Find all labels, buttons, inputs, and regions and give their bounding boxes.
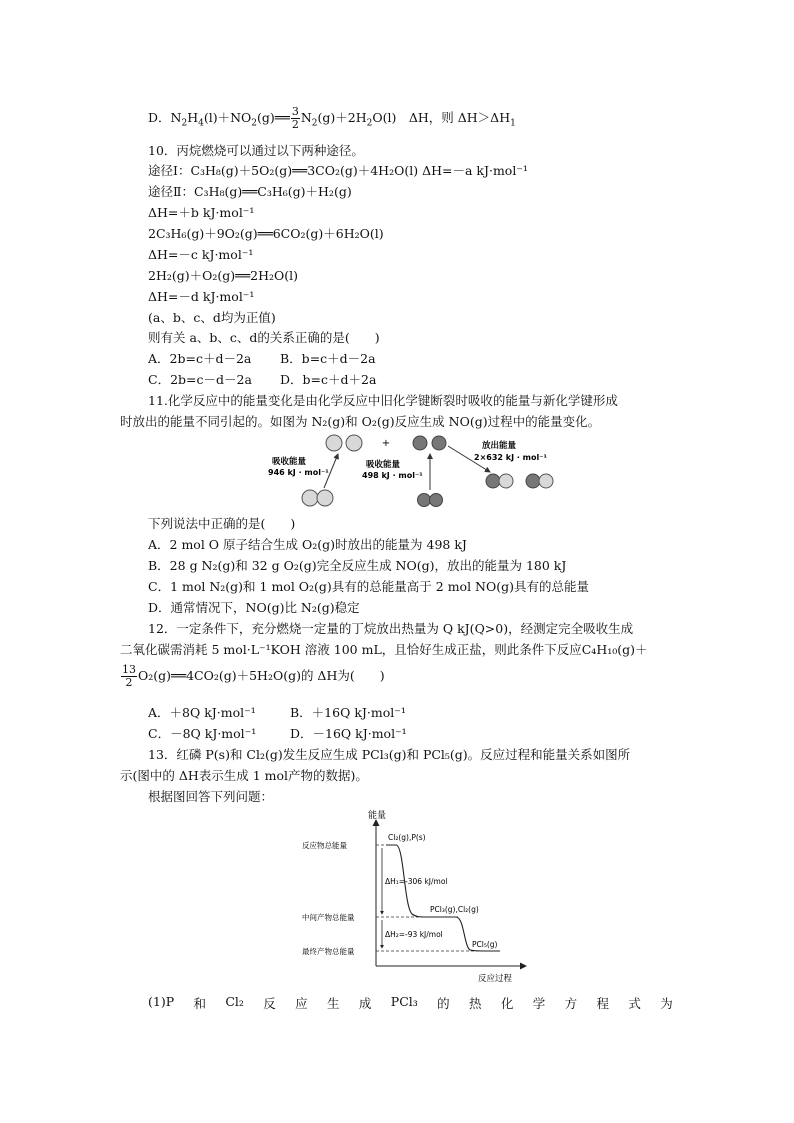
q10-route1: 途径Ⅰ：C₃H₈(g)＋5O₂(g)══3CO₂(g)＋4H₂O(l) ΔH=－a kJ·mol⁻¹ <box>148 163 528 178</box>
q13-sub1-word: 生 <box>327 996 340 1011</box>
fraction-3-2: $\frac{3}{2}$ <box>291 105 299 131</box>
release-value: 2×632 kJ · mol⁻¹ <box>474 453 547 462</box>
q10-ask: 则有关 a、b、c、d的关系正确的是( ) <box>148 330 380 345</box>
q10-stem: 10．丙烷燃烧可以通过以下两种途径。 <box>148 143 364 158</box>
q12-option-b: B．＋16Q kJ·mol⁻¹ <box>290 705 406 720</box>
x-axis-label: 反应过程 <box>478 974 513 984</box>
delta-h2-label: ΔH₂=-93 kJ/mol <box>385 930 443 939</box>
q12-option-a: A．＋8Q kJ·mol⁻¹ <box>148 705 256 720</box>
y-axis-label: 能量 <box>368 811 387 821</box>
q12-option-d: D．－16Q kJ·mol⁻¹ <box>290 726 407 741</box>
q11-ask: 下列说法中正确的是( ) <box>148 516 296 531</box>
q13-sub1-line <box>148 994 673 1012</box>
q11-option-d: D．通常情况下，NO(g)比 N₂(g)稳定 <box>148 600 360 615</box>
species-reactants: Cl₂(g),P(s) <box>388 833 426 842</box>
absorb-value-1: 946 kJ · mol⁻¹ <box>268 468 329 477</box>
fraction-13-2: $\frac{13}{2}$ <box>122 663 136 689</box>
absorb-value-2: 498 kJ · mol⁻¹ <box>362 471 423 480</box>
species-intermediate: PCl₃(g),Cl₂(g) <box>430 905 479 914</box>
q10-option-b: B．b=c＋d－2a <box>280 351 376 366</box>
q10-note: (a、b、c、d均为正值) <box>148 310 276 325</box>
q13-sub1-word: 热 <box>469 996 482 1011</box>
q13-sub1-word: 成 <box>358 996 372 1011</box>
q10-option-c: C．2b=c－d－2a <box>148 372 252 387</box>
q13-sub1-word: 为 <box>660 996 673 1011</box>
q10-option-d: D．b=c＋d＋2a <box>280 372 377 387</box>
absorb-label-2: 吸收能量 <box>366 460 401 470</box>
q11-stem-line1: 11.化学反应中的能量变化是由化学反应中旧化学键断裂时吸收的能量与新化学键形成 <box>148 393 618 408</box>
q13-sub1-word: 方 <box>564 996 578 1011</box>
species-final: PCl₅(g) <box>472 940 498 949</box>
plus-sign: + <box>381 438 391 449</box>
pcl-energy-level-diagram <box>300 808 540 986</box>
q13-sub1-word: PCl₃ <box>390 994 418 1009</box>
q10-dh-d: ΔH=－d kJ·mol⁻¹ <box>148 289 255 304</box>
q10-option-a: A．2b=c＋d－2a <box>148 351 252 366</box>
q10-dh-c: ΔH=－c kJ·mol⁻¹ <box>148 247 254 262</box>
release-label: 放出能量 <box>482 441 517 451</box>
q11-option-a: A．2 mol O 原子结合生成 O₂(g)时放出的能量为 498 kJ <box>148 537 467 552</box>
level-label-final: 最终产物总能量 <box>302 947 355 956</box>
q12-stem-line1: 12．一定条件下，充分燃烧一定量的丁烷放出热量为 Q kJ(Q>0)，经测定完全吸收生成 <box>148 621 634 636</box>
q13-sub1-word: 和 <box>193 996 206 1011</box>
q13-sub1-word: 反 <box>263 996 276 1011</box>
absorb-label-1: 吸收能量 <box>272 457 307 467</box>
q13-sub1-word: 学 <box>532 996 546 1011</box>
q13-stem-line3: 根据图回答下列问题： <box>148 789 274 804</box>
n2-o2-energy-diagram <box>262 430 562 510</box>
q13-sub1-word: 应 <box>295 996 308 1011</box>
q10-eq2: 2C₃H₆(g)＋9O₂(g)══6CO₂(g)＋6H₂O(l) <box>148 226 384 241</box>
q12-option-c: C．－8Q kJ·mol⁻¹ <box>148 726 257 741</box>
q13-stem-line2: 示(图中的 ΔH表示生成 1 mol产物的数据)。 <box>120 768 368 783</box>
q10-eq3: 2H₂(g)＋O₂(g)══2H₂O(l) <box>148 268 299 283</box>
q10-dh-b: ΔH=＋b kJ·mol⁻¹ <box>148 205 255 220</box>
q13-sub1-word: Cl₂ <box>225 994 244 1009</box>
q12-stem-line2: 二氧化碳需消耗 5 mol·L⁻¹KOH 溶液 100 mL，且恰好生成正盐，则此条件下反应C₄H₁₀(g)＋ <box>120 642 648 657</box>
q11-option-b: B．28 g N₂(g)和 32 g O₂(g)完全反应生成 NO(g)，放出的能量为 180 kJ <box>148 558 567 573</box>
q13-stem-line1: 13．红磷 P(s)和 Cl₂(g)发生反应生成 PCl₃(g)和 PCl₅(g)。反应过程和能量关系如图所 <box>148 747 631 762</box>
q9-option-d: D．$N_2H_4(l)+NO_2(g)══$ $\frac{3}{2}$ $N_2(g)+2H_2O(l)$ ΔH，则 $\Delta H>\Delta H_1$ <box>148 105 516 131</box>
q13-sub1-word: 的 <box>437 996 450 1011</box>
q13-sub1-word: 化 <box>500 996 514 1011</box>
q13-sub1-word: (1)P <box>148 994 175 1009</box>
level-label-reactants: 反应物总能量 <box>302 841 347 850</box>
level-label-intermediate: 中间产物总能量 <box>302 913 355 922</box>
q10-route2: 途径Ⅱ：C₃H₈(g)══C₃H₆(g)＋H₂(g) <box>148 184 352 199</box>
q12-stem-line3: $\frac{13}{2}$ O₂(g)══4CO₂(g)＋5H₂O(g)的 ΔH为( ) <box>122 663 385 689</box>
delta-h1-label: ΔH₁=-306 kJ/mol <box>385 877 448 886</box>
q11-stem-line2: 时放出的能量不同引起的。如图为 N₂(g)和 O₂(g)反应生成 NO(g)过程中的能量变化。 <box>120 414 601 429</box>
q11-option-c: C．1 mol N₂(g)和 1 mol O₂(g)具有的总能量高于 2 mol NO(g)具有的总能量 <box>148 579 589 594</box>
q13-sub1-word: 式 <box>628 996 641 1011</box>
q13-sub1-word: 程 <box>596 996 610 1011</box>
